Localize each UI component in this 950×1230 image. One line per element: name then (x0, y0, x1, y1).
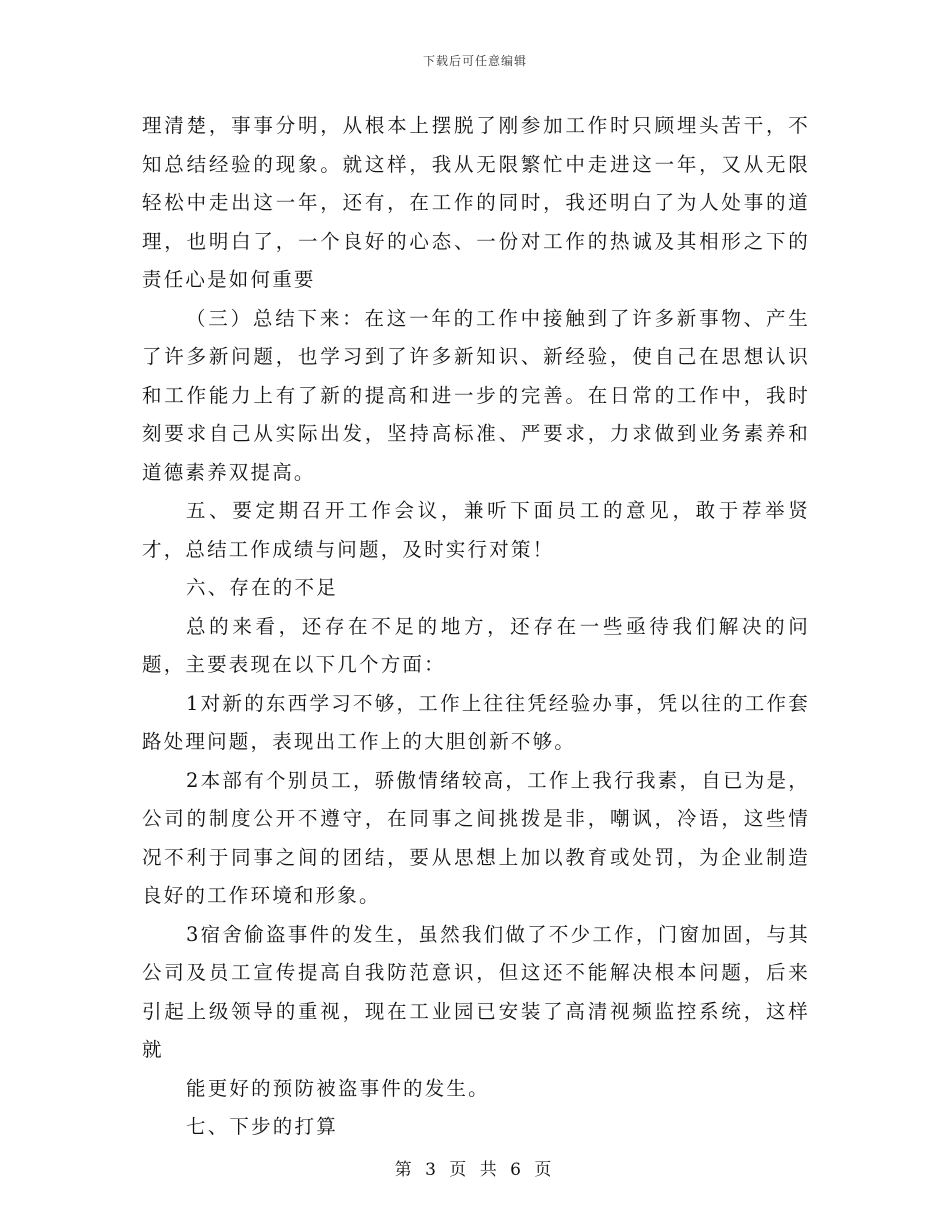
heading-section-seven: 七、下步的打算 (186, 1115, 338, 1138)
list-item-3: 3宿舍偷盗事件的发生，虽然我们做了不少工作，门窗加固，与其公司及员工宣传提高自我防范意识，但这还不能解决根本问题，后来引起上级领导的重视，现在工业园已安装了高清视频监控系统，这样就 (142, 922, 810, 1061)
heading-section-six: 六、存在的不足 (186, 576, 338, 599)
page-header: 下载后可任意编辑 (422, 54, 527, 68)
page-number: 第 3 页 共 6 页 (394, 1160, 556, 1180)
paragraph-continuation: 理清楚，事事分明，从根本上摆脱了刚参加工作时只顾埋头苦干，不知总结经验的现象。就这样，我从无限繁忙中走进这一年，又从无限轻松中走出这一年，还有，在工作的同时，我还明白了为人处事的道理，也明白了，一个良好的心态、一份对工作的热诚及其相形之下的责任心是如何重要 (142, 114, 810, 291)
paragraph-section-five: 五、要定期召开工作会议，兼听下面员工的意见，敢于荐举贤才，总结工作成绩与问题，及时实行对策！ (142, 499, 810, 561)
list-item-2: 2本部有个别员工，骄傲情绪较高，工作上我行我素，自已为是，公司的制度公开不遵守，在同事之间挑拨是非，嘲讽，冷语，这些情况不利于同事之间的团结，要从思想上加以教育或处罚，为企业制造良好的工作环境和形象。 (142, 768, 810, 907)
list-item-1: 1对新的东西学习不够，工作上往往凭经验办事，凭以往的工作套路处理问题，表现出工作上的大胆创新不够。 (142, 691, 810, 753)
paragraph-continuation-2: 能更好的预防被盗事件的发生。 (186, 1076, 490, 1100)
paragraph-overview: 总的来看，还存在不足的地方，还存在一些亟待我们解决的问题，主要表现在以下几个方面： (142, 614, 810, 676)
paragraph-summary: （三）总结下来：在这一年的工作中接触到了许多新事物、产生了许多新问题，也学习到了许多新知识、新经验，使自己在思想认识和工作能力上有了新的提高和进一步的完善。在日常的工作中，我时刻要求自己从实际出发，坚持高标准、严要求，力求做到业务素养和道德素养双提高。 (142, 306, 810, 484)
document-body (142, 107, 810, 1147)
